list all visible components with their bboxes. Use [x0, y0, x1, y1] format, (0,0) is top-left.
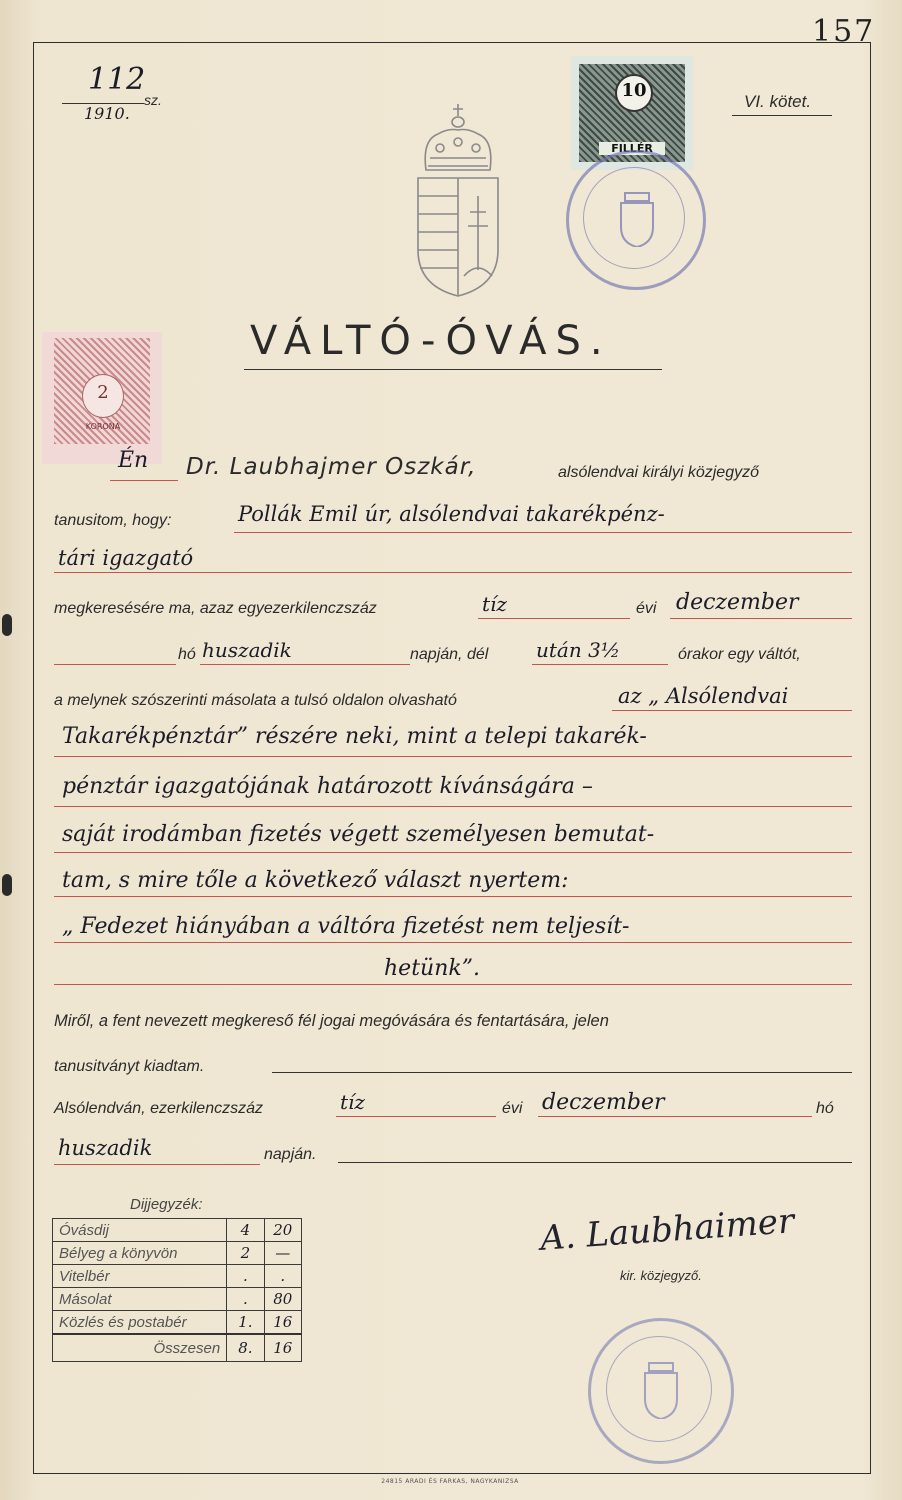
print-mirol: Miről, a fent nevezett megkereső fél jogai megóvására és fentartására, jelen [54, 1012, 609, 1030]
fee-table [52, 1218, 302, 1362]
hw-line-8: pénztár igazgatójának határozott kívánságára – [62, 774, 593, 799]
print-ho: hó [178, 646, 196, 663]
entry-number: 112 [88, 62, 146, 97]
hw-line-11: „ Fedezet hiányában a váltóra fizetést nem teljesít- [62, 914, 630, 939]
hw-huszadik: huszadik [202, 638, 292, 662]
page-number: 157 [812, 14, 876, 49]
table-row: Vitelbér . . [53, 1265, 302, 1288]
volume-label: VI. kötet. [744, 92, 812, 111]
printer-footer: 24815 ARADI ÉS FARKAS, NAGYKANIZSA [381, 1478, 519, 1485]
notary-title: alsólendvai királyi közjegyző [558, 464, 759, 481]
hw-line-12: hetünk”. [384, 956, 480, 981]
hw-pollak: Pollák Emil úr, alsólendvai takarékpénz- [238, 502, 665, 526]
print-napjan-2: napján. [264, 1146, 317, 1163]
table-row-total: Összesen 8. 16 [53, 1334, 302, 1362]
fiscal-stamp-2-korona [42, 332, 162, 464]
hw-utan: után 3½ [536, 638, 621, 662]
hw-en: Én [118, 448, 149, 473]
print-melynek: a melynek szószerinti másolata a tulsó oldalon olvasható [54, 692, 457, 709]
hw-deczember-2: deczember [542, 1090, 665, 1115]
table-row: Óvásdij 4 20 [53, 1219, 302, 1242]
stamp-top-unit: FILLÉR [599, 142, 665, 155]
signature: A. Laubhaimer [538, 1201, 796, 1259]
binding-hole-bottom [2, 874, 12, 896]
fees-title: Dijjegyzék: [130, 1196, 203, 1213]
hw-line-9: saját irodámban fizetés végett személyesen bemutat- [62, 822, 655, 847]
entry-suffix: sz. [144, 92, 162, 108]
print-evi: évi [636, 600, 657, 617]
title-rule [244, 369, 662, 370]
hw-line-7: Takarékpénztár” részére neki, mint a telepi takarék- [62, 724, 647, 749]
signature-caption: kir. közjegyző. [620, 1268, 702, 1283]
hw-tiz: tíz [482, 592, 507, 616]
document-title: VÁLTÓ-ÓVÁS. [250, 318, 612, 364]
print-tanusitvanyt: tanusitványt kiadtam. [54, 1058, 205, 1075]
table-row: Bélyeg a könyvön 2 — [53, 1242, 302, 1265]
stamp-left-value: 2 [97, 382, 109, 403]
print-megkeresesere: megkeresésére ma, azaz egyezerkilenczszáz [54, 600, 377, 617]
table-row: Közlés és postabér 1. 16 [53, 1311, 302, 1335]
stamp-left-unit: KORONA [85, 422, 121, 431]
hw-igazgato: tári igazgató [58, 546, 194, 570]
hw-deczember: deczember [676, 590, 799, 615]
print-alsolendvan: Alsólendván, ezerkilenczszáz [54, 1100, 263, 1117]
hw-huszadik-2: huszadik [58, 1136, 153, 1160]
stamp-top-value: 10 [621, 80, 647, 101]
hw-alsolendvai: az „ Alsólendvai [618, 684, 789, 708]
notary-seal-bottom [588, 1318, 734, 1464]
print-tanusitom: tanusitom, hogy: [54, 512, 172, 529]
print-orakor: órakor egy váltót, [678, 646, 801, 663]
notary-seal-top [566, 150, 706, 290]
table-row: Másolat . 80 [53, 1288, 302, 1311]
print-evi-2: évi [502, 1100, 523, 1117]
hw-line-10: tam, s mire tőle a következő választ nyertem: [62, 868, 569, 893]
notary-name: Dr. Laubhajmer Oszkár, [186, 454, 477, 480]
coat-of-arms-icon [408, 100, 508, 300]
volume-rule [732, 115, 832, 116]
entry-year: 1910. [84, 104, 130, 123]
hw-tiz-2: tíz [340, 1090, 365, 1114]
print-napjan-del: napján, dél [410, 646, 489, 663]
binding-hole-top [2, 614, 12, 636]
print-ho-2: hó [816, 1100, 834, 1117]
